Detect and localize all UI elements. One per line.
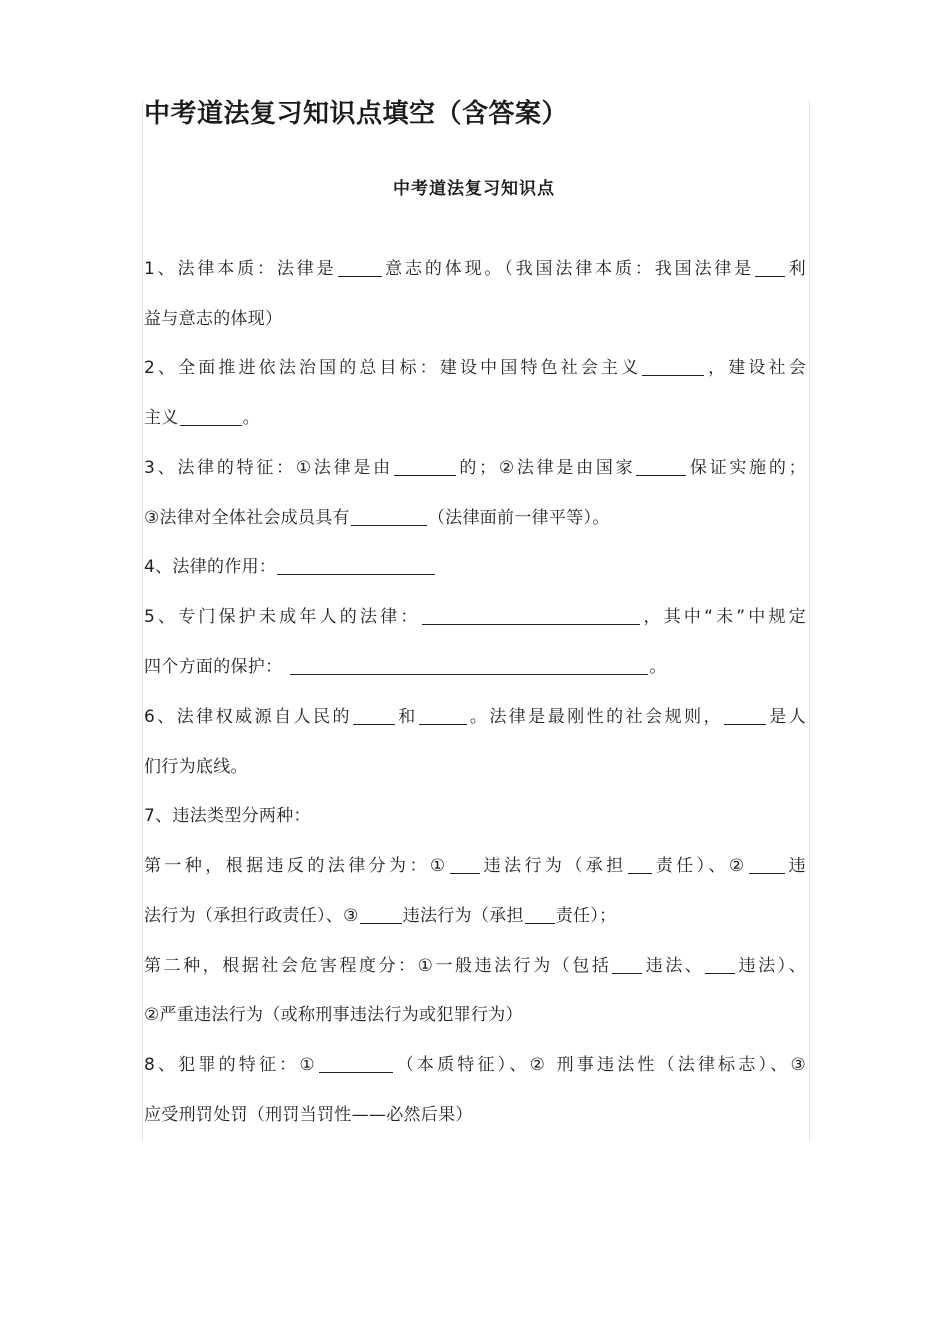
- question-2-line-1: 2、全面推进依法治国的总目标：建设中国特色社会主义 ，建设社会: [144, 358, 806, 378]
- fill-blank[interactable]: [180, 407, 242, 426]
- fill-blank[interactable]: [724, 706, 766, 725]
- question-8-line-2: 应受刑罚处罚（刑罚当罚性——必然后果）: [144, 1105, 473, 1125]
- question-1-line-1: 1、法律本质：法律是 意志的体现。（我国法律本质：我国法律是 利: [144, 259, 806, 279]
- fill-blank[interactable]: [394, 457, 456, 476]
- question-5-line-1: 5、专门保护未成年人的法律： ，其中“未”中规定: [144, 607, 806, 627]
- fill-blank[interactable]: [755, 258, 785, 277]
- question-7-line-3: 法行为（承担行政责任）、③ 违法行为（承担 责任）；: [144, 906, 617, 926]
- fill-blank[interactable]: [290, 656, 648, 675]
- fill-blank[interactable]: [612, 955, 642, 974]
- section-heading: 中考道法复习知识点: [393, 179, 555, 199]
- fill-blank[interactable]: [338, 258, 382, 277]
- fill-blank[interactable]: [705, 955, 735, 974]
- question-3-line-2: ③法律对全体社会成员具有 （法律面前一律平等）。: [144, 508, 610, 528]
- question-4-line-1: 4、法律的作用：: [144, 555, 806, 579]
- question-5-line-2: 四个方面的保护： 。: [144, 657, 667, 677]
- fill-blank[interactable]: [525, 905, 555, 924]
- fill-blank[interactable]: [319, 1054, 393, 1073]
- question-6-line-2: 们行为底线。: [144, 757, 248, 777]
- question-8-line-1: 8、犯罪的特征：① （本质特征）、② 刑事违法性（法律标志）、③: [144, 1055, 806, 1075]
- question-7-line-2: 第一种，根据违反的法律分为：① 违法行为（承担 责任）、② 违: [144, 856, 806, 876]
- fill-blank[interactable]: [419, 706, 467, 725]
- fill-blank[interactable]: [422, 606, 640, 625]
- question-6-line-1: 6、法律权威源自人民的 和 。法律是最刚性的社会规则， 是人: [144, 707, 806, 727]
- fill-blank[interactable]: [277, 556, 435, 575]
- question-7-line-1: 7、违法类型分两种：: [144, 806, 311, 826]
- page-title: 中考道法复习知识点填空（含答案）: [144, 99, 569, 129]
- fill-blank[interactable]: [450, 855, 480, 874]
- fill-blank[interactable]: [642, 357, 704, 376]
- question-7-line-4: 第二种，根据社会危害程度分：①一般违法行为（包括 违法、 违法）、: [144, 956, 807, 976]
- fill-blank[interactable]: [636, 457, 686, 476]
- fill-blank[interactable]: [749, 855, 785, 874]
- question-2-line-2: 主义 。: [144, 408, 260, 428]
- question-1-line-2: 益与意志的体现）: [144, 309, 283, 329]
- fill-blank[interactable]: [351, 507, 427, 526]
- question-7-line-5: ②严重违法行为（或称刑事违法行为或犯罪行为）: [144, 1005, 523, 1025]
- question-3-line-1: 3、法律的特征：①法律是由 的；②法律是由国家 保证实施的；: [144, 458, 806, 478]
- fill-blank[interactable]: [360, 905, 402, 924]
- fill-blank[interactable]: [353, 706, 395, 725]
- fill-blank[interactable]: [628, 855, 652, 874]
